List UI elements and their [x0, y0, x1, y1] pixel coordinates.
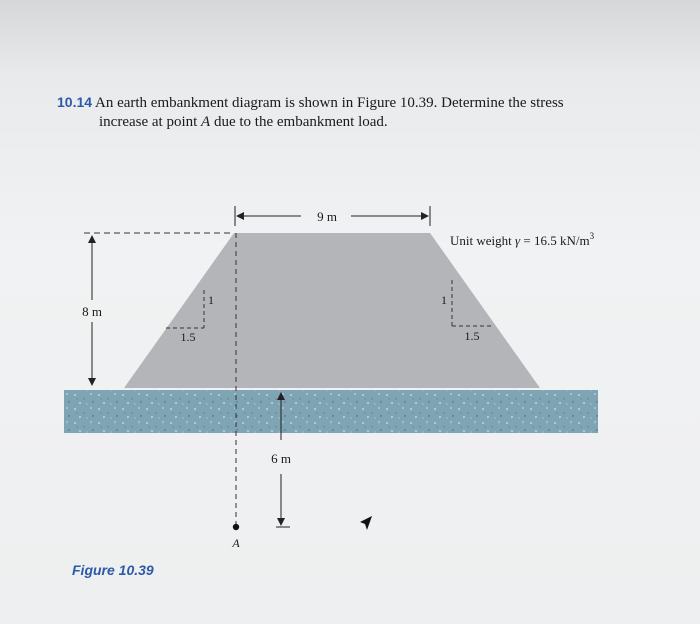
problem-text-line1: An earth embankment diagram is shown in Figure 10.39. Determine the stress: [94, 95, 564, 111]
depth-label: 6 m: [271, 451, 291, 466]
problem-text-prefix: increase at point: [99, 114, 202, 130]
unit-weight-prefix: Unit weight: [450, 233, 515, 248]
height-label: 8 m: [82, 304, 102, 319]
left-slope-horizontal: 1.5: [180, 330, 196, 344]
ground-layer: [64, 390, 598, 433]
figure-caption: Figure 10.39: [72, 562, 154, 578]
embankment-body: [124, 233, 540, 388]
unit-weight-exponent: 3: [589, 231, 595, 241]
right-slope-vertical: 1: [441, 293, 447, 307]
point-a-label: A: [232, 536, 240, 550]
unit-weight-value: = 16.5 kN/m: [520, 233, 590, 248]
problem-text-suffix: due to the embankment load.: [210, 114, 388, 130]
left-slope-vertical: 1: [208, 293, 214, 307]
top-width-label: 9 m: [317, 209, 337, 224]
problem-number: 10.14: [57, 94, 93, 110]
unit-weight-label: [450, 231, 595, 248]
unit-weight-symbol: γ: [515, 233, 521, 248]
point-a-marker: [233, 524, 239, 530]
right-slope-horizontal: 1.5: [464, 329, 480, 343]
problem-point-label: A: [201, 114, 211, 130]
mouse-cursor-icon: [356, 514, 376, 534]
